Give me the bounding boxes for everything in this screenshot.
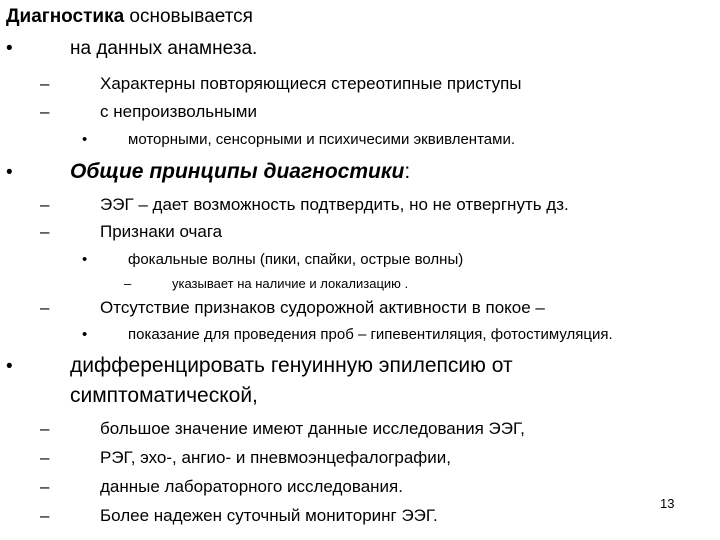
heading-bold: Диагностика bbox=[6, 6, 125, 27]
dash-marker: – bbox=[40, 298, 50, 317]
sub-bullet-marker: • bbox=[82, 251, 88, 268]
bullet-text: на данных анамнеза. bbox=[70, 38, 258, 59]
sub-dash-text: указывает на наличие и локализацию . bbox=[172, 276, 409, 291]
dash-text: с непроизвольными bbox=[100, 102, 257, 121]
dash-marker: – bbox=[40, 506, 50, 525]
dash-marker: – bbox=[40, 448, 50, 467]
bullet-marker: • bbox=[6, 162, 13, 183]
bullet-marker: • bbox=[6, 356, 13, 377]
sub-bullet-text: показание для проведения проб – гипевентиляция, фотостимуляция. bbox=[128, 326, 613, 343]
sub-bullet-text: фокальные волны (пики, спайки, острые волны) bbox=[128, 251, 464, 268]
page-number: 13 bbox=[660, 496, 675, 511]
dash-text: Отсутствие признаков судорожной активности в покое – bbox=[100, 298, 545, 317]
sub-bullet-marker: • bbox=[82, 131, 88, 148]
bullet-marker: • bbox=[6, 38, 13, 59]
bullet-text-large-continued: симптоматической, bbox=[70, 384, 258, 407]
dash-text: Более надежен суточный мониторинг ЭЭГ. bbox=[100, 506, 438, 525]
sub-bullet-marker: • bbox=[82, 326, 88, 343]
dash-marker: – bbox=[40, 74, 50, 93]
dash-marker: – bbox=[40, 477, 50, 496]
dash-text: данные лабораторного исследования. bbox=[100, 477, 403, 496]
dash-marker: – bbox=[40, 419, 50, 438]
section-heading bbox=[70, 160, 410, 184]
section-heading-emphasis: Общие принципы диагностики bbox=[70, 160, 405, 183]
slide-heading bbox=[6, 6, 253, 28]
dash-text: РЭГ, эхо-, ангио- и пневмоэнцефалографии, bbox=[100, 448, 451, 467]
section-heading-tail: : bbox=[404, 160, 411, 183]
dash-text: ЭЭГ – дает возможность подтвердить, но не отвергнуть дз. bbox=[100, 195, 569, 214]
sub-dash-marker: – bbox=[124, 276, 132, 291]
bullet-text-large: дифференцировать генуинную эпилепсию от bbox=[70, 354, 513, 377]
dash-text: Признаки очага bbox=[100, 222, 223, 241]
sub-bullet-text: моторными, сенсорными и психичесими эквивлентами. bbox=[128, 131, 515, 148]
dash-text: большое значение имеют данные исследования ЭЭГ, bbox=[100, 419, 525, 438]
heading-rest: основывается bbox=[124, 6, 253, 27]
dash-marker: – bbox=[40, 222, 50, 241]
dash-marker: – bbox=[40, 195, 50, 214]
dash-marker: – bbox=[40, 102, 50, 121]
dash-text: Характерны повторяющиеся стереотипные приступы bbox=[100, 74, 522, 93]
